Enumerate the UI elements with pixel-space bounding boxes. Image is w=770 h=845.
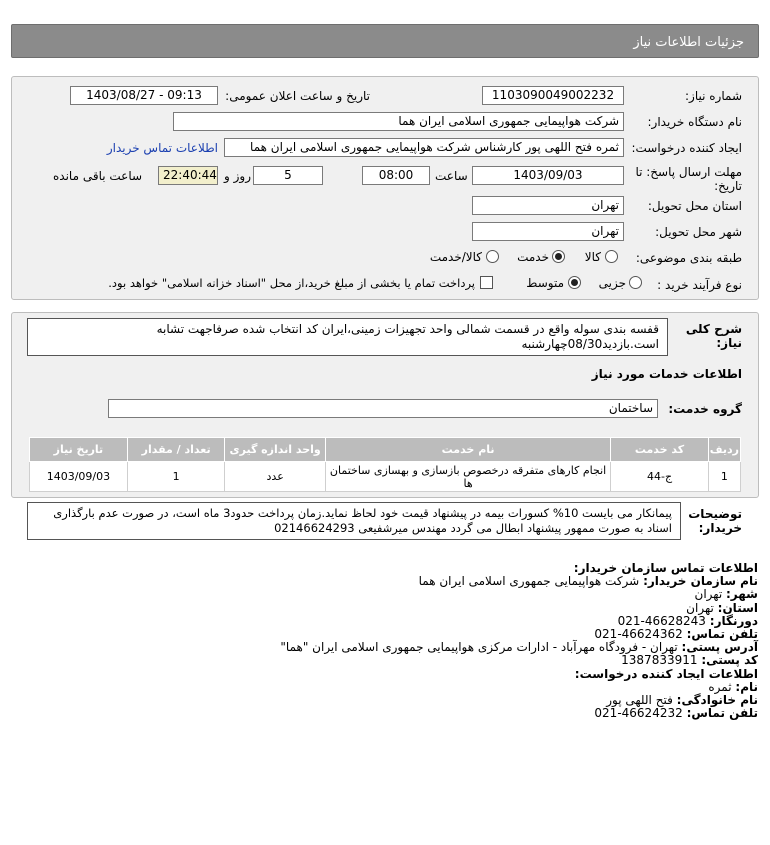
deadline-date-field[interactable]: 1403/09/03 xyxy=(472,166,624,185)
buyer-notes-label: توضیحات خریدار: xyxy=(688,507,742,535)
remaining-time-field: 22:40:44 xyxy=(158,166,218,185)
buyer-fax-line: دورنگار: 46628243-021 xyxy=(617,613,758,628)
col-index: ردیف xyxy=(708,438,740,462)
cell-code: ج-44 xyxy=(611,462,709,492)
services-table-wrapper xyxy=(29,437,741,492)
treasury-note: پرداخت تمام یا بخشی از مبلغ خرید،از محل "اسناد خزانه اسلامی" خواهد بود. xyxy=(108,276,475,290)
deadline-label: مهلت ارسال پاسخ: تا تاریخ: xyxy=(635,165,742,193)
creator-contact-title: اطلاعات ایجاد کننده درخواست: xyxy=(574,666,758,681)
deadline-time-field[interactable]: 08:00 xyxy=(362,166,430,185)
services-section-title: اطلاعات خدمات مورد نیاز xyxy=(591,367,742,381)
buyer-phone-line: تلفن تماس: 46624362-021 xyxy=(594,627,758,642)
buyer-contact-title: اطلاعات تماس سازمان خریدار: xyxy=(573,561,758,575)
cell-qty: 1 xyxy=(127,462,225,492)
creator-phone-line: تلفن تماس: 46624232-021 xyxy=(594,706,758,721)
cell-index: 1 xyxy=(708,462,740,492)
col-qty: تعداد / مقدار xyxy=(127,438,225,462)
city-field[interactable]: تهران xyxy=(472,222,624,241)
page-title: جزئیات اطلاعات نیاز xyxy=(633,35,744,50)
remaining-time-label: ساعت باقی مانده xyxy=(53,169,143,183)
days-field[interactable]: 5 xyxy=(253,166,323,185)
creator-label: ایجاد کننده درخواست: xyxy=(631,141,742,155)
treasury-checkbox[interactable] xyxy=(480,276,493,289)
buyer-notes-line-2: اسناد به صورت ممهور پیشنهاد ابطال می گردد مهندس میرشفیعی 02146624293 xyxy=(274,521,672,535)
creator-field[interactable]: ثمره فتح اللهی پور کارشناس شرکت هواپیمایی جمهوری اسلامی ایران هما xyxy=(224,138,624,157)
announce-datetime-label: تاریخ و ساعت اعلان عمومی: xyxy=(225,89,370,103)
creator-family-line: نام خانوادگی: فتح اللهی پور xyxy=(606,693,758,708)
buyer-contact-link[interactable]: اطلاعات تماس خریدار xyxy=(106,141,218,155)
service-group-field[interactable]: ساختمان xyxy=(108,399,658,418)
category-service-label: خدمت xyxy=(517,250,549,264)
col-code: کد خدمت xyxy=(611,438,709,462)
category-label: طبقه بندی موضوعی: xyxy=(635,251,742,265)
announce-datetime-field[interactable]: 1403/08/27 - 09:13 xyxy=(70,86,218,105)
services-table xyxy=(29,437,741,492)
description-line-1: قفسه بندی سوله واقع در قسمت شمالی واحد تجهیزات زمینی،ایران کد انتخاب شده صرفاجهت تشابه xyxy=(156,322,659,336)
col-unit: واحد اندازه گیری xyxy=(225,438,326,462)
days-label: روز و xyxy=(224,169,251,183)
province-field[interactable]: تهران xyxy=(472,196,624,215)
description-label: شرح کلی نیاز: xyxy=(685,322,742,350)
cell-unit: عدد xyxy=(225,462,326,492)
service-group-label: گروه خدمت: xyxy=(668,402,742,416)
need-number-label: شماره نیاز: xyxy=(685,89,742,103)
buyer-province-line: استان: تهران xyxy=(686,600,758,615)
buyer-org-field[interactable]: شرکت هواپیمایی جمهوری اسلامی ایران هما xyxy=(173,112,624,131)
need-number-field[interactable]: 1103090049002232 xyxy=(482,86,624,105)
buyer-postal-line: کد پستی: 1387833911 xyxy=(621,653,758,668)
city-label: شهر محل تحویل: xyxy=(655,225,742,239)
col-date: تاریخ نیاز xyxy=(30,438,128,462)
table-header-row xyxy=(30,438,741,462)
col-name: نام خدمت xyxy=(325,438,610,462)
process-minor-radio[interactable] xyxy=(629,276,642,289)
description-box xyxy=(27,318,668,356)
category-goods-service-radio[interactable] xyxy=(486,250,499,263)
category-goods-label: کالا xyxy=(584,250,601,264)
creator-name-line: نام: ثمره xyxy=(708,679,758,694)
process-medium-radio[interactable] xyxy=(568,276,581,289)
process-minor-label: جزیی xyxy=(598,276,626,290)
buyer-notes-box xyxy=(27,502,681,540)
buyer-org-line: نام سازمان خریدار: شرکت هواپیمایی جمهوری اسلامی ایران هما xyxy=(418,574,758,589)
deadline-time-label: ساعت xyxy=(435,169,468,183)
table-row[interactable] xyxy=(30,462,741,492)
province-label: استان محل تحویل: xyxy=(647,199,742,213)
process-type-label: نوع فرآیند خرید : xyxy=(657,278,742,292)
buyer-notes-line-1: پیمانکار می بایست 10% کسورات بیمه در پیشنهاد قیمت خود لحاظ نماید.زمان پرداخت حدود3 ماه است، در صورت عدم بارگذاری xyxy=(53,506,672,520)
description-line-2: است.بازدید08/30چهارشنبه xyxy=(521,337,659,351)
category-goods-radio[interactable] xyxy=(605,250,618,263)
buyer-city-line: شهر: تهران xyxy=(694,587,758,602)
category-service-radio[interactable] xyxy=(552,250,565,263)
cell-date: 1403/09/03 xyxy=(30,462,128,492)
buyer-org-label: نام دستگاه خریدار: xyxy=(647,115,742,129)
cell-name: انجام کارهای متفرقه درخصوص بازسازی و بهسازی ساختمان ها xyxy=(325,462,610,492)
contact-info xyxy=(18,562,758,720)
buyer-address-line: آدرس پستی: تهران - فرودگاه مهرآباد - ادارات مرکزی هواپیمایی جمهوری اسلامی ایران "هما" xyxy=(280,640,758,655)
process-medium-label: متوسط xyxy=(526,276,564,290)
category-goods-service-label: کالا/خدمت xyxy=(429,250,482,264)
page-header xyxy=(11,24,759,58)
